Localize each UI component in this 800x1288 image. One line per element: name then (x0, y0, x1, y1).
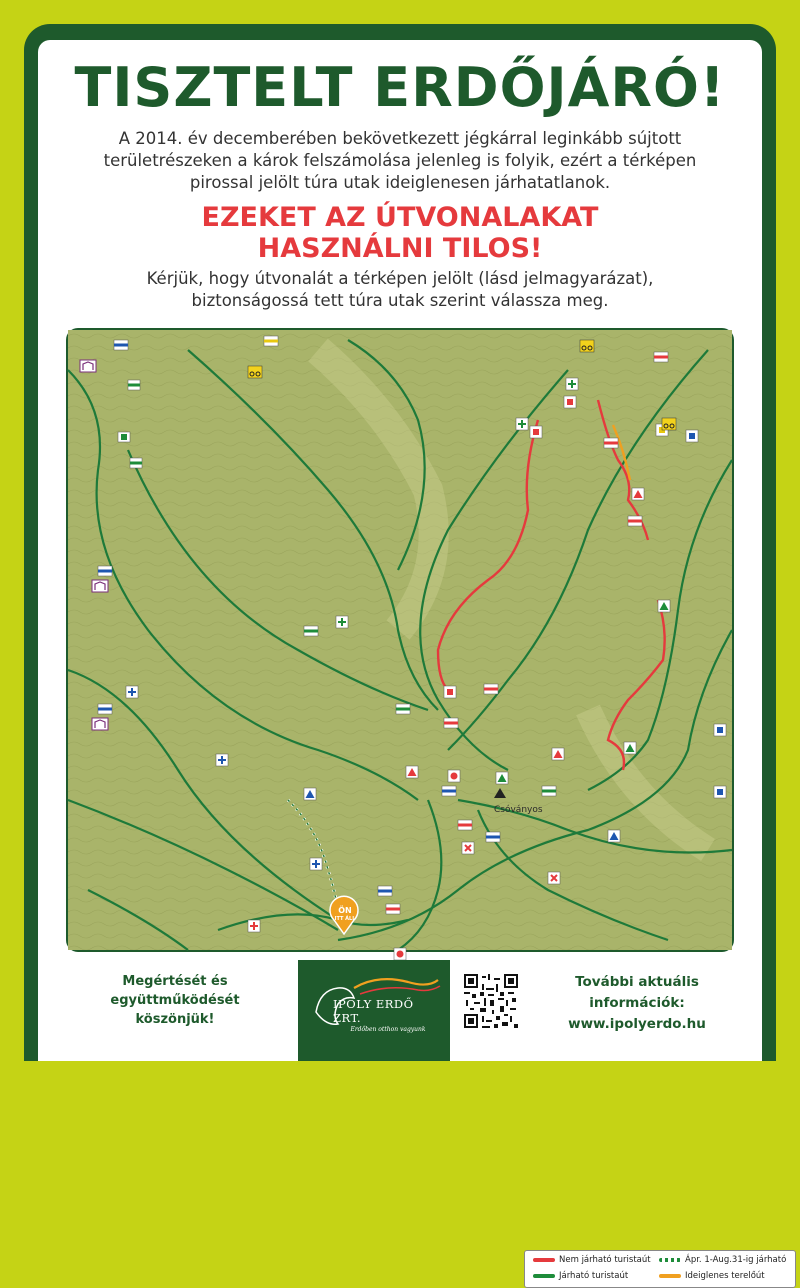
intro-text: A 2014. év decemberében bekövetkezett jégkárral leginkább sújtott területrészeken a károk felszámolása jelenleg is folyik, ezért a térképen pirossal jelölt túra utak ideiglenesen járhatatlanok. (103, 129, 697, 192)
legend-item-detour (659, 1271, 765, 1281)
shelter-icon (80, 360, 96, 372)
marker-red-cross (548, 872, 560, 884)
marker-blue-cross (310, 858, 322, 870)
marker-green-stripe (130, 458, 142, 468)
map-legend (524, 1250, 796, 1288)
marker-green-cross (516, 418, 528, 430)
legend-swatch (659, 1258, 681, 1262)
you-are-here-label (332, 906, 358, 924)
thanks-line-1: Megértését és együttműködését (110, 974, 240, 1008)
you-are-here-text: ÖN (338, 906, 352, 915)
you-are-here-subtext: ITT ÁLL (334, 916, 356, 922)
legend-swatch (533, 1274, 555, 1278)
marker-red-cross (248, 920, 260, 932)
marker-green-stripe (304, 626, 318, 636)
legend-label: Ápr. 1-Aug.31-ig járható (685, 1255, 787, 1265)
marker-yellow-stripe (264, 336, 278, 346)
marker-red-stripe (628, 516, 642, 526)
place-label: Csóványos (494, 805, 543, 815)
marker-blue-cross (216, 754, 228, 766)
marker-red-circle (394, 948, 406, 960)
legend-label: Járható turistaút (559, 1271, 629, 1281)
marker-red-square (564, 396, 576, 408)
marker-blue-stripe (486, 832, 500, 842)
marker-blue-triangle (304, 788, 316, 800)
legend-label: Nem járható turistaút (559, 1255, 651, 1265)
marker-green-cross (566, 378, 578, 390)
marker-red-stripe (604, 438, 618, 448)
bike-route-icon (662, 418, 676, 430)
marker-red-square (530, 426, 542, 438)
marker-red-stripe (654, 352, 668, 362)
marker-green-triangle (658, 600, 670, 612)
marker-blue-square (686, 430, 698, 442)
legend-swatch (659, 1274, 681, 1278)
marker-blue-square (714, 786, 726, 798)
shelter-icon (92, 580, 108, 592)
shelter-icon (92, 718, 108, 730)
page-title: TISZTELT ERDŐJÁRÓ! (74, 56, 726, 119)
marker-red-stripe (444, 718, 458, 728)
info-text (530, 972, 744, 1035)
trail-map-graphic (68, 330, 732, 950)
website-link[interactable]: www.ipolyerdo.hu (568, 1016, 706, 1032)
legend-item-seasonal (659, 1255, 786, 1265)
marker-blue-stripe (114, 340, 128, 350)
thanks-line-2: köszönjük! (135, 1012, 215, 1027)
marker-green-cross (336, 616, 348, 628)
bike-route-icon (580, 340, 594, 352)
marker-green-square (118, 432, 130, 442)
marker-red-triangle (632, 488, 644, 500)
marker-blue-cross (126, 686, 138, 698)
legend-item-passable (533, 1271, 628, 1281)
marker-red-square (444, 686, 456, 698)
marker-red-stripe (484, 684, 498, 694)
marker-blue-square (714, 724, 726, 736)
legend-item-closed (533, 1255, 651, 1265)
logo-slogan: Erdőben otthon vagyunk (350, 1026, 426, 1033)
thanks-text (56, 972, 294, 1029)
marker-red-triangle (406, 766, 418, 778)
info-line-1: További aktuális információk: (575, 974, 699, 1011)
marker-blue-stripe (98, 704, 112, 714)
marker-blue-stripe (98, 566, 112, 576)
marker-red-stripe (386, 904, 400, 914)
bike-route-icon (248, 366, 262, 378)
marker-blue-triangle (608, 830, 620, 842)
warning-line-2: HASZNÁLNI TILOS! (257, 233, 543, 264)
marker-blue-stripe (442, 786, 456, 796)
logo-name: IPOLY ERDŐ ZRT. (333, 997, 414, 1025)
marker-red-triangle (552, 748, 564, 760)
warning-line-1: EZEKET AZ ÚTVONALAKAT (201, 202, 599, 233)
marker-blue-stripe (378, 886, 392, 896)
request-text: Kérjük, hogy útvonalát a térképen jelölt (lásd jelmagyarázat), biztonságossá tett túra utak szerint válassza meg. (146, 269, 654, 310)
legend-swatch (533, 1258, 555, 1262)
marker-red-cross (462, 842, 474, 854)
marker-green-triangle (624, 742, 636, 754)
marker-green-stripe (128, 380, 140, 390)
marker-green-stripe (396, 704, 410, 714)
warning-text (38, 202, 762, 264)
marker-green-triangle (496, 772, 508, 784)
qr-code-icon[interactable] (462, 972, 520, 1030)
marker-green-stripe (542, 786, 556, 796)
marker-red-circle (448, 770, 460, 782)
legend-label: Ideiglenes terelőút (685, 1271, 765, 1281)
marker-red-stripe (458, 820, 472, 830)
